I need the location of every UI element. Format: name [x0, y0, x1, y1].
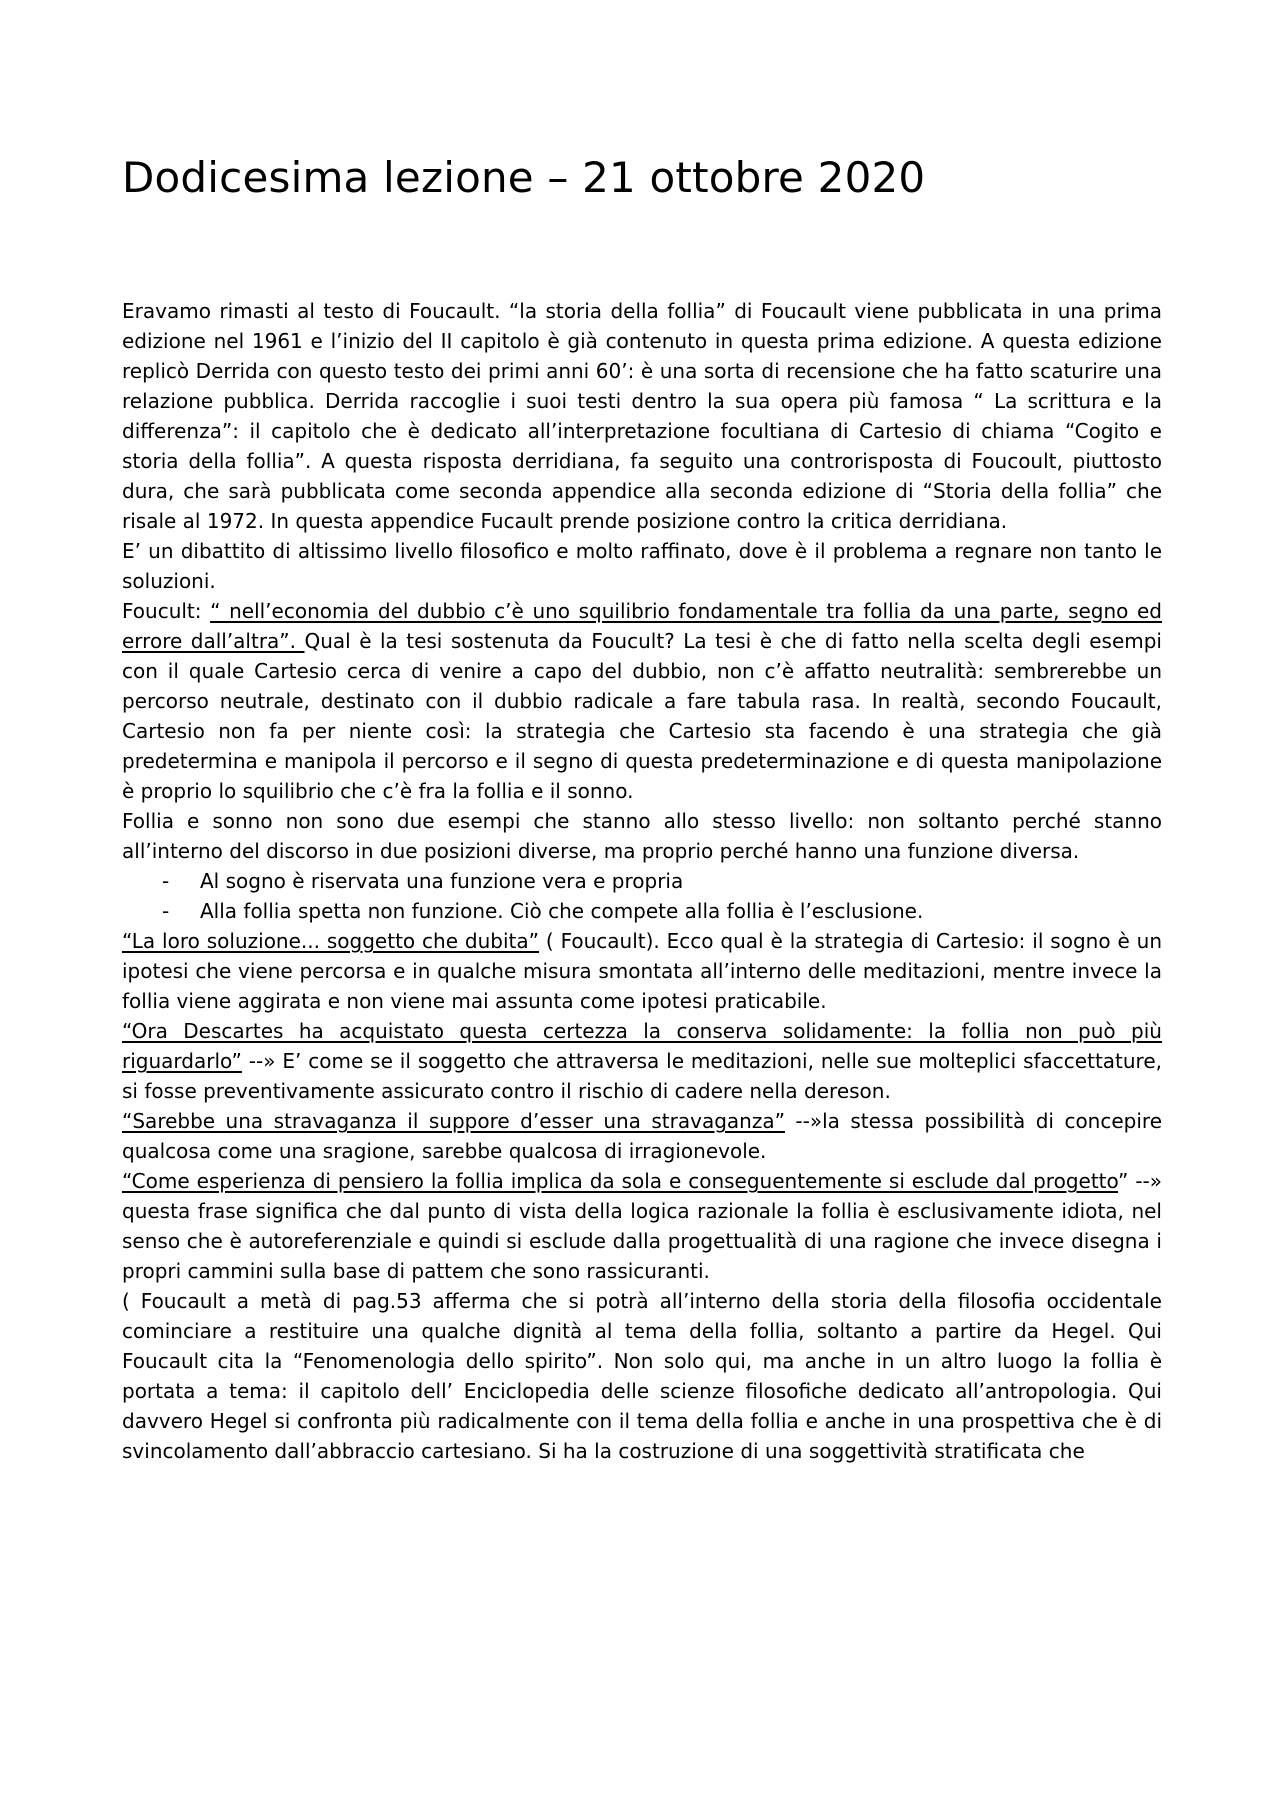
paragraph-text: ” --» questa frase significa che dal punto di vista della logica razionale la follia è esclusivamente idiota, nel senso che è autoreferenziale e quindi si esclude dalla progettualità di una ragione che invece disegna i propri cammini sulla base di pattem che sono rassicuranti.: [122, 1169, 1163, 1283]
dash-bullet: -: [162, 899, 170, 923]
list-item-text: Al sogno è riservata una funzione vera e propria: [200, 869, 684, 893]
paragraph-follia-sonno: Follia e sonno non sono due esempi che stanno allo stesso livello: non soltanto perché stanno all’interno del discorso in due posizioni diverse, ma proprio perché hanno una funzione diversa.: [122, 809, 1162, 863]
speaker-label: Foucult:: [122, 599, 211, 623]
paragraph-hegel: ( Foucault a metà di pag.53 afferma che si potrà all’interno della storia della filosofia occidentale cominciare a restituire una qualche dignità al tema della follia, soltanto a partire da Hegel. Qui Foucault cita la “Fenomenologia dello spirito”. Non solo qui, ma anche in un altro luogo la follia è portata a tema: il capitolo dell’ Enciclopedia delle scienze filosofiche dedicato all’antropologia. Qui davvero Hegel si confronta più radicalmente con il tema della follia e anche in una prospettiva che è di svincolamento dall’abbraccio cartesiano. Si ha la costruzione di una soggettività stratificata che: [122, 1289, 1162, 1463]
paragraph-text: --»la stessa possibilità di concepire qualcosa come una sragione, sarebbe qualcosa di irragionevole.: [122, 1109, 1162, 1163]
quote-underlined: “Sarebbe una stravaganza il suppore d’esser una stravaganza”: [122, 1109, 785, 1133]
paragraph-text: --» E’ come se il soggetto che attraversa le meditazioni, nelle sue molteplici sfaccettature, si fosse preventivamente assicurato contro il rischio di cadere nella dereson.: [122, 1049, 1162, 1103]
quote-underlined: “Ora Descartes ha acquistato questa certezza la conserva solidamente: la follia non può più riguardarlo”: [122, 1019, 1162, 1073]
list-item: [162, 896, 1162, 926]
paragraph-text: Qual è la tesi sostenuta da Foucult? La tesi è che di fatto nella scelta degli esempi con il quale Cartesio cerca di venire a capo del dubbio, non c’è affatto neutralità: sembrerebbe un percorso neutrale, destinato con il dubbio radicale a fare tabula rasa. In realtà, secondo Foucault, Cartesio non fa per niente così: la strategia che Cartesio sta facendo è una strategia che già predetermina e manipola il percorso e il segno di questa predeterminazione e di questa manipolazione è proprio lo squilibrio che c’è fra la follia e il sonno.: [122, 629, 1162, 803]
quote-underlined: “La loro soluzione... soggetto che dubita”: [122, 929, 539, 953]
paragraph-foucult-thesis: [122, 596, 1162, 806]
paragraph-debate: E’ un dibattito di altissimo livello filosofico e molto raffinato, dove è il problema a regnare non tanto le soluzioni.: [122, 539, 1162, 593]
quote-underlined: “Come esperienza di pensiero la follia implica da sola e conseguentemente si esclude dal progetto: [122, 1169, 1119, 1193]
paragraph-intro: Eravamo rimasti al testo di Foucault. “la storia della follia” di Foucault viene pubblicata in una prima edizione nel 1961 e l’inizio del II capitolo è già contenuto in questa prima edizione. A questa edizione replicò Derrida con questo testo dei primi anni 60’: è una sorta di recensione che ha fatto scaturire una relazione pubblica. Derrida raccoglie i suoi testi dentro la sua opera più famosa “ La scrittura e la differenza”: il capitolo che è dedicato all’interpretazione focultiana di Cartesio di chiama “Cogito e storia della follia”. A questa risposta derridiana, fa seguito una controrisposta di Foucoult, piuttosto dura, che sarà pubblicata come seconda appendice alla seconda edizione di “Storia della follia” che risale al 1972. In questa appendice Fucault prende posizione contro la critica derridiana.: [122, 299, 1162, 533]
document-title: Dodicesima lezione – 21 ottobre 2020: [122, 153, 926, 202]
paragraph-text: ( Foucault). Ecco qual è la strategia di Cartesio: il sogno è un ipotesi che viene percorsa e in qualche misura smontata all’interno delle meditazioni, mentre invece la follia viene aggirata e non viene mai assunta come ipotesi praticabile.: [122, 929, 1162, 1013]
paragraph-stravaganza: [122, 1106, 1162, 1166]
dash-bullet: -: [162, 869, 170, 893]
paragraph-strategia: [122, 926, 1162, 1016]
paragraph-descartes: [122, 1016, 1162, 1106]
dash-list: [122, 866, 1162, 926]
list-item: [162, 866, 1162, 896]
paragraph-esperienza: [122, 1166, 1162, 1286]
list-item-text: Alla follia spetta non funzione. Ciò che compete alla follia è l’esclusione.: [200, 899, 924, 923]
quote-underlined: “ nell’economia del dubbio c’è uno squilibrio fondamentale tra follia da una parte, segno ed errore dall’altra”.: [122, 599, 1163, 653]
document-body: [122, 296, 1162, 1466]
